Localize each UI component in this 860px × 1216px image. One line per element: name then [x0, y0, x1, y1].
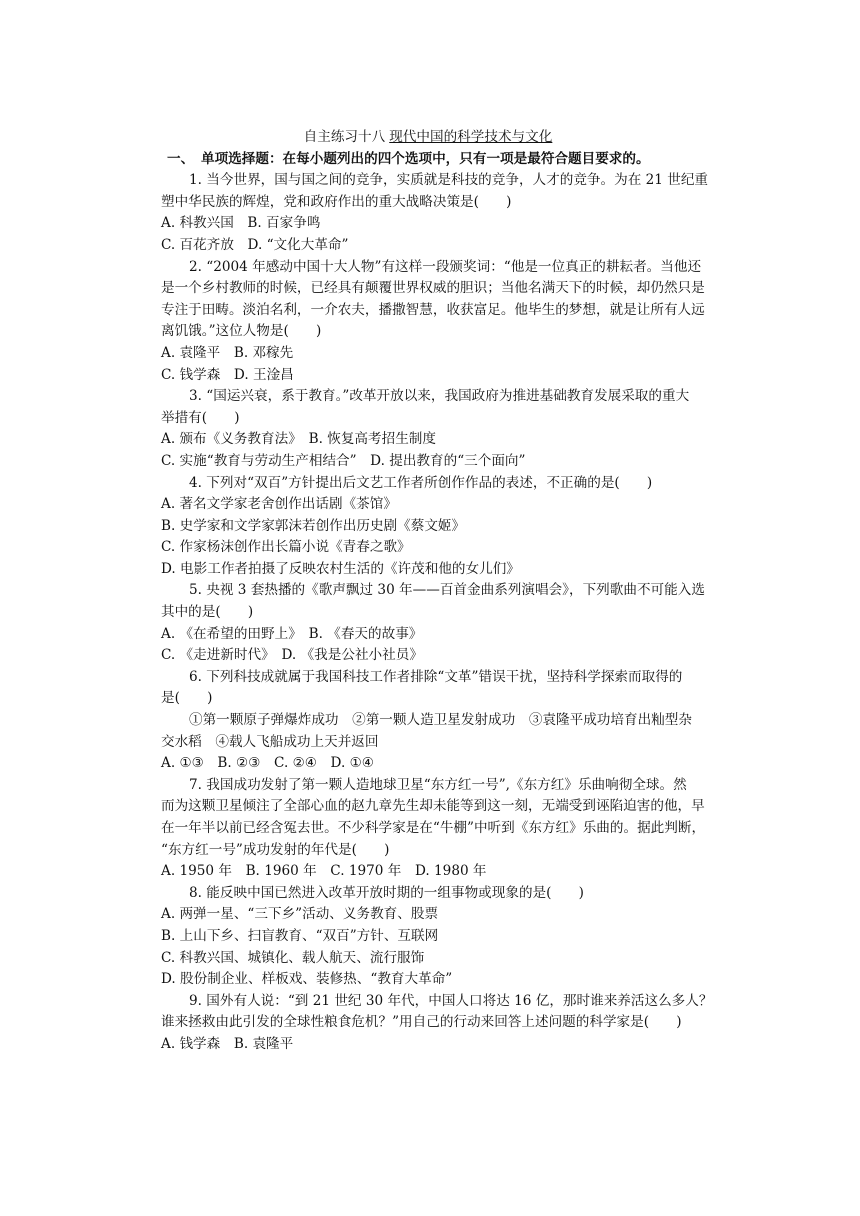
answer-option-line: A. 钱学森 B. 袁隆平	[161, 1035, 294, 1052]
page-title	[161, 127, 713, 149]
text-line: 是( )	[161, 690, 213, 707]
text-line: “东方红一号”成功发射的年代是( )	[161, 841, 390, 858]
section-heading: 一、 单项选择题：在每小题列出的四个选项中，只有一项是最符合题目要求的。	[167, 150, 650, 167]
text-line: 其中的是( )	[161, 604, 254, 621]
question-stem-line: 4. 下列对“双百”方针提出后文艺工作者所创作作品的表述，不正确的是( )	[189, 474, 653, 491]
text-line: ①第一颗原子弹爆炸成功 ②第一颗人造卫星发射成功 ③袁隆平成功培育出籼型杂	[189, 712, 692, 729]
answer-option-line: C. 《走进新时代》 D. 《我是公社小社员》	[161, 647, 423, 664]
answer-option-line: A. 《在希望的田野上》 B. 《春天的故事》	[161, 625, 423, 642]
text-line: 是一个乡村教师的时候，已经具有颠覆世界权威的胆识；当他名满天下的时候，却仍然只是	[161, 280, 705, 297]
text-line: 专注于田畴。淡泊名利，一介农夫，播撒智慧，收获富足。他毕生的梦想，就是让所有人远	[161, 301, 705, 318]
text-line: 在一年半以前已经含冤去世。不少科学家是在“牛棚”中听到《东方红》乐曲的。据此判断，	[161, 820, 706, 836]
answer-option-line: A. 颁布《义务教育法》 B. 恢复高考招生制度	[161, 431, 436, 448]
answer-option-line: A. 袁隆平 B. 邓稼先	[161, 344, 294, 361]
answer-option-line: A. 著名文学家老舍创作出话剧《茶馆》	[161, 496, 397, 513]
answer-option-line: A. 1950 年 B. 1960 年 C. 1970 年 D. 1980 年	[161, 863, 487, 880]
answer-option-line: A. 科教兴国 B. 百家争鸣	[161, 215, 321, 232]
question-stem-line: 2. “2004 年感动中国十大人物”有这样一段颁奖词：“他是一位真正的耕耘者。当他还	[189, 258, 702, 275]
answer-option-line: B. 史学家和文学家郭沫若创作出历史剧《蔡文姬》	[161, 517, 466, 534]
answer-option-line: A. ①③ B. ②③ C. ②④ D. ①④	[161, 755, 374, 772]
question-stem-line: 7. 我国成功发射了第一颗人造地球卫星“东方红一号”,《东方红》乐曲响彻全球。然	[189, 776, 687, 793]
answer-option-line: A. 两弹一星、“三下乡”活动、义务教育、股票	[161, 906, 439, 923]
question-stem-line: 5. 央视 3 套热播的《歌声飘过 30 年——百首金曲系列演唱会》，下列歌曲不可能入选	[189, 582, 705, 599]
question-stem-line: 3. “国运兴衰，系于教育。”改革开放以来，我国政府为推进基础教育发展采取的重大	[189, 388, 690, 405]
question-stem-line: 6. 下列科技成就属于我国科技工作者排除“文革”错误干扰，坚持科学探索而取得的	[189, 668, 683, 685]
title-topic: 现代中国的科学技术与文化	[389, 129, 553, 145]
text-line: 离饥饿。”这位人物是( )	[161, 323, 322, 340]
question-stem-line: 8. 能反映中国已然进入改革开放时期的一组事物或现象的是( )	[189, 884, 584, 901]
question-stem-line: 1. 当今世界，国与国之间的竞争，实质就是科技的竞争，人才的竞争。为在 21 世纪重	[189, 172, 709, 189]
answer-option-line: C. 钱学森 D. 王淦昌	[161, 366, 294, 383]
document-body	[161, 127, 713, 1056]
text-line: 而为这颗卫星倾注了全部心血的赵九章先生却未能等到这一刻，无端受到诬陷迫害的他，早	[161, 798, 705, 815]
text-line: 交水稻 ④载人飞船成功上天并返回	[161, 733, 379, 750]
answer-option-line: D. 电影工作者拍摄了反映农村生活的《许茂和他的女儿们》	[161, 560, 520, 577]
answer-option-line: D. 股份制企业、样板戏、装修热、“教育大革命”	[161, 971, 453, 988]
answer-option-line: C. 作家杨沫创作出长篇小说《青春之歌》	[161, 539, 411, 556]
question-list	[161, 170, 713, 1055]
answer-option-line: C. 科教兴国、城镇化、载人航天、流行服饰	[161, 949, 425, 966]
answer-option-line: C. 实施“教育与劳动生产相结合” D. 提出教育的“三个面向”	[161, 452, 526, 469]
text-line: 举措有( )	[161, 409, 240, 426]
text-line: 塑中华民族的辉煌，党和政府作出的重大战略决策是( )	[161, 193, 512, 210]
title-prefix: 自主练习十八	[303, 129, 386, 145]
question-stem-line: 9. 国外有人说：“到 21 世纪 30 年代，中国人口将达 16 亿，那时谁来养活这么多人？	[189, 992, 713, 1009]
text-line: 谁来拯救由此引发的全球性粮食危机？”用自己的行动来回答上述问题的科学家是( )	[161, 1014, 682, 1031]
answer-option-line: B. 上山下乡、扫盲教育、“双百”方针、互联网	[161, 927, 439, 944]
answer-option-line: C. 百花齐放 D. “文化大革命”	[161, 236, 349, 253]
